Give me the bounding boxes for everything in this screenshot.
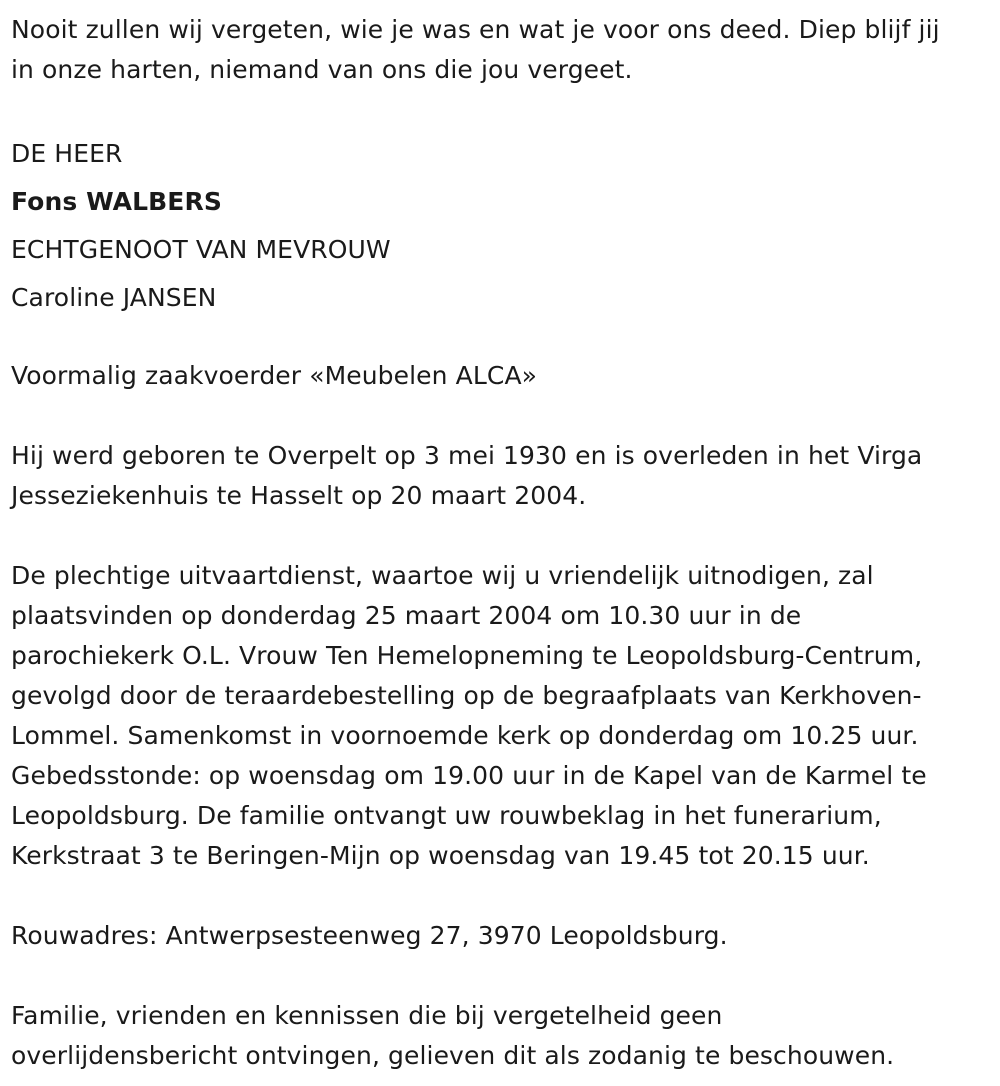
service-block bbox=[11, 556, 990, 876]
deceased-prefix: DE HEER bbox=[11, 139, 123, 168]
spacer bbox=[11, 876, 990, 916]
deceased-block bbox=[11, 130, 990, 322]
deceased-relation: ECHTGENOOT VAN MEVROUW bbox=[11, 235, 391, 264]
service-line: Lommel. Samenkomst in voornoemde kerk op donderdag om 10.25 uur. bbox=[11, 721, 919, 750]
closing-block bbox=[11, 996, 990, 1076]
service-line: gevolgd door de teraardebestelling op de begraafplaats van Kerkhoven- bbox=[11, 681, 922, 710]
service-line: Leopoldsburg. De familie ontvangt uw rouwbeklag in het funerarium, bbox=[11, 801, 882, 830]
spacer bbox=[11, 956, 990, 996]
spacer bbox=[11, 90, 990, 130]
birth-death-block bbox=[11, 436, 990, 516]
spouse-name: Caroline JANSEN bbox=[11, 283, 217, 312]
address-block bbox=[11, 916, 990, 956]
epigraph-line: Nooit zullen wij vergeten, wie je was en wat je voor ons deed. Diep blijf jij bbox=[11, 15, 940, 44]
occupation-block bbox=[11, 356, 990, 396]
spacer bbox=[11, 516, 990, 556]
birth-death-line: Jesseziekenhuis te Hasselt op 20 maart 2004. bbox=[11, 481, 587, 510]
service-line: plaatsvinden op donderdag 25 maart 2004 om 10.30 uur in de bbox=[11, 601, 802, 630]
deceased-name: Fons WALBERS bbox=[11, 187, 222, 216]
epigraph-line: in onze harten, niemand van ons die jou vergeet. bbox=[11, 55, 633, 84]
service-line: Gebedsstonde: op woensdag om 19.00 uur in de Kapel van de Karmel te bbox=[11, 761, 927, 790]
spacer bbox=[11, 322, 990, 356]
occupation: Voormalig zaakvoerder «Meubelen ALCA» bbox=[11, 361, 538, 390]
service-line: parochiekerk O.L. Vrouw Ten Hemelopneming te Leopoldsburg-Centrum, bbox=[11, 641, 923, 670]
birth-death-line: Hij werd geboren te Overpelt op 3 mei 1930 en is overleden in het Virga bbox=[11, 441, 923, 470]
service-line: Kerkstraat 3 te Beringen-Mijn op woensdag van 19.45 tot 20.15 uur. bbox=[11, 841, 870, 870]
closing-line: overlijdensbericht ontvingen, gelieven dit als zodanig te beschouwen. bbox=[11, 1041, 895, 1070]
spacer bbox=[11, 396, 990, 436]
epigraph bbox=[11, 10, 990, 90]
closing-line: Familie, vrienden en kennissen die bij vergetelheid geen bbox=[11, 1001, 723, 1030]
service-line: De plechtige uitvaartdienst, waartoe wij u vriendelijk uitnodigen, zal bbox=[11, 561, 874, 590]
mourning-address: Rouwadres: Antwerpsesteenweg 27, 3970 Leopoldsburg. bbox=[11, 921, 728, 950]
